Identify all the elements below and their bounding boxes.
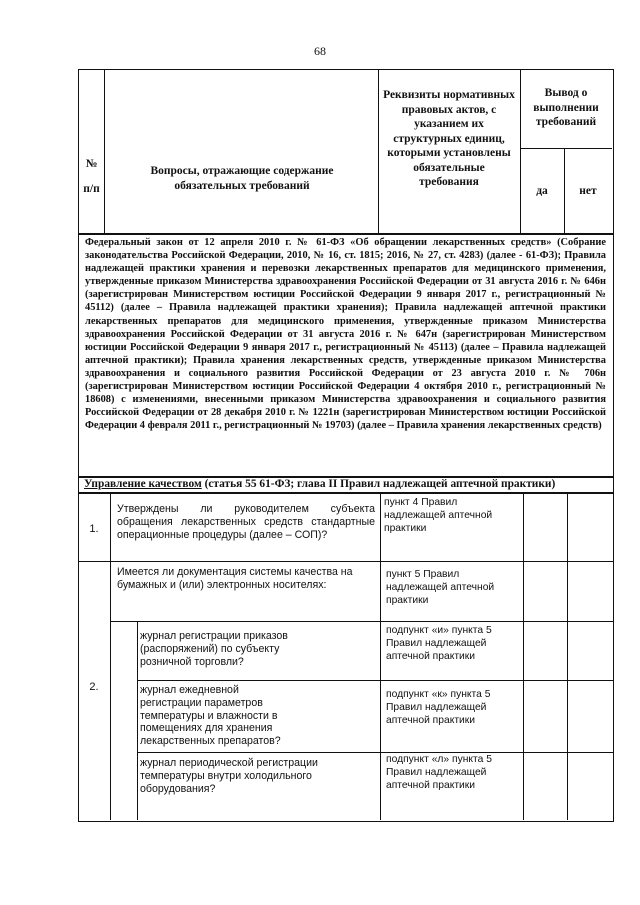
row2a-bottom-line bbox=[137, 680, 613, 681]
col-divider-questions bbox=[378, 69, 379, 234]
row2-question: Имеется ли документация системы качества на бумажных и (или) электронных носителях: bbox=[117, 566, 353, 591]
body-col-divider-yes-no bbox=[567, 492, 568, 820]
row1-number: 1. bbox=[89, 523, 99, 535]
legal-basis-text: Федеральный закон от 12 апреля 2010 г. № 61-ФЗ «Об обращении лекарственных средств» (Собрание законодательства Российской Федерации, 2010, № 16, ст. 1815; 2016, № 27, ст. 4283) (далее - 61-ФЗ); Правила надлежащей практики хранения и перевозки лекарственных препаратов для медицинского применения, утвержденные приказом Министерства здравоохранения Российской Федерации от 31 августа 2016 г. № 646н (зарегистрирован Министерством юстиции Российской Федерации 9 января 2017 г., регистрационный № 45112) (далее – Правила надлежащей практики хранения); Правила надлежащей аптечной практики лекарственных препаратов для медицинского применения, утвержденные приказом Министерства здравоохранения Российской Федерации от 31 августа 2016 г. № 647н (зарегистрирован Министерством юстиции Российской Федерации 9 января 2017 г., регистрационный № 45113) (далее – Правила надлежащей аптечной практики); Правила хранения лекарственных средств, утвержденные приказом Министерства здравоохранения и социального развития Российской Федерации от 23 августа 2010 г. № 706н (зарегистрирован Министерством юстиции Российской Федерации 4 октября 2010 г., регистрационный № 18608) с изменениями, внесенными приказом Министерства здравоохранения и социального развития Российской Федерации от 28 декабря 2010 г. № 1221н (зарегистрирован Министерством юстиции Российской Федерации 4 февраля 2011 г., регистрационный № 19703) (далее – Правила хранения лекарственных средств) bbox=[85, 237, 606, 432]
row2a-question: журнал регистрации приказов (распоряжений) по субъекту розничной торговли? bbox=[140, 630, 288, 668]
body-col-divider-conclusion bbox=[523, 492, 524, 820]
section-title bbox=[84, 478, 612, 491]
row2c-question: журнал периодической регистрации температуры внутри холодильного оборудования? bbox=[140, 757, 318, 795]
body-col-divider-num bbox=[110, 492, 111, 820]
row2-number: 2. bbox=[89, 681, 99, 693]
row1-bottom-line bbox=[78, 561, 613, 562]
row1-question: Утверждены ли руководителем субъекта обращения лекарственных средств стандартные операционные процедуры (далее – СОП)? bbox=[117, 503, 375, 541]
body-col-divider-requisites bbox=[380, 492, 381, 820]
header-conclusion: Вывод о выполнении требований bbox=[533, 87, 599, 128]
section-title-rest: (статья 55 61-ФЗ; глава II Правил надлежащей аптечной практики) bbox=[201, 478, 556, 490]
conclusion-divider bbox=[520, 148, 612, 149]
body-col-divider-sub bbox=[137, 621, 138, 820]
row2b-reference: подпункт «к» пункта 5 Правил надлежащей аптечной практики bbox=[386, 689, 491, 727]
row2c-reference: подпункт «л» пункта 5 Правил надлежащей аптечной практики bbox=[386, 754, 492, 792]
page-number: 68 bbox=[314, 44, 326, 58]
col-divider-num bbox=[104, 69, 105, 234]
section-bottom-line bbox=[78, 492, 613, 494]
header-num bbox=[79, 157, 104, 196]
header-yes: да bbox=[536, 185, 548, 197]
header-bottom-line bbox=[78, 233, 613, 235]
row2b-bottom-line bbox=[137, 752, 613, 753]
col-divider-requisites bbox=[520, 69, 521, 234]
row2b-question: журнал ежедневной регистрации параметров температуры и влажности в помещениях для хранения лекарственных препаратов? bbox=[140, 684, 281, 748]
row2a-reference: подпункт «и» пункта 5 Правил надлежащей аптечной практики bbox=[386, 625, 492, 663]
header-requisites: Реквизиты нормативных правовых актов, с указанием их структурных единиц, которыми установлены обязательные требования bbox=[383, 89, 515, 188]
row1-reference: пункт 4 Правил надлежащей аптечной практики bbox=[384, 497, 493, 535]
section-title-main: Управление качеством bbox=[84, 478, 202, 490]
row2-reference: пункт 5 Правил надлежащей аптечной практики bbox=[386, 569, 495, 607]
header-num-pp: п/п bbox=[83, 182, 100, 195]
header-no: нет bbox=[579, 185, 597, 197]
row2-header-bottom-line bbox=[110, 621, 613, 622]
header-num-sign: № bbox=[85, 158, 98, 170]
header-questions: Вопросы, отражающие содержание обязательных требований bbox=[150, 165, 334, 192]
